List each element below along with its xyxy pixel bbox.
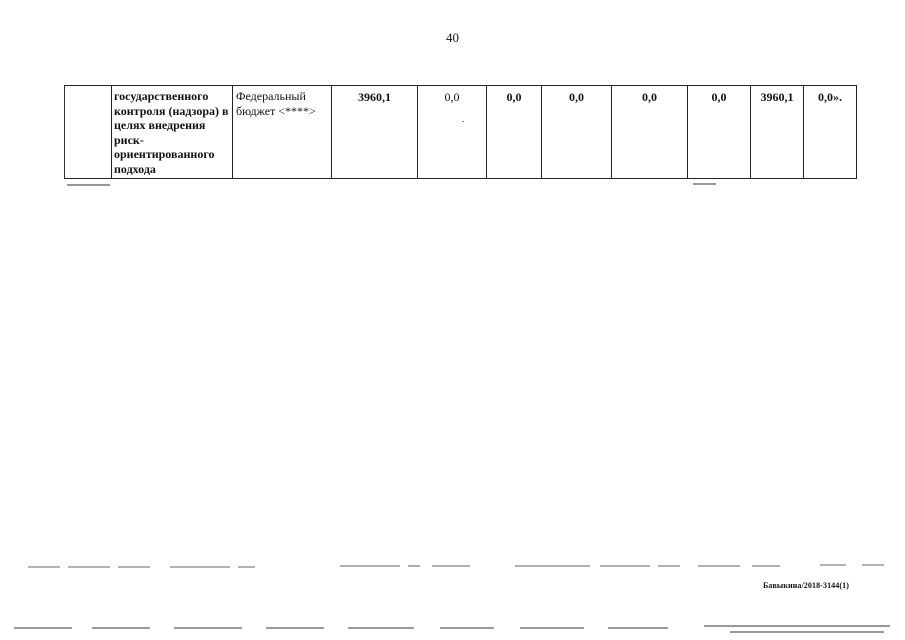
year-value-cell: 0,0». <box>804 86 857 179</box>
year-value-cell: 0,0 <box>542 86 612 179</box>
funding-source-cell: Федеральный бюджет <****> <box>233 86 332 179</box>
total-value-cell: 3960,1 <box>332 86 418 179</box>
document-code: Бавыкина/2018-3144(1) <box>763 581 849 590</box>
year-value-cell: 0,0 <box>418 86 487 179</box>
year-value-cell: 0,0 <box>688 86 751 179</box>
page-number: 40 <box>446 30 459 45</box>
year-value-cell: 3960,1 <box>751 86 804 179</box>
year-value-cell: 0,0 <box>612 86 688 179</box>
measure-name-cell: государственного контроля (надзора) в целях внедрения риск-ориентированного подхода <box>112 86 233 179</box>
year-value-cell: 0,0 <box>487 86 542 179</box>
